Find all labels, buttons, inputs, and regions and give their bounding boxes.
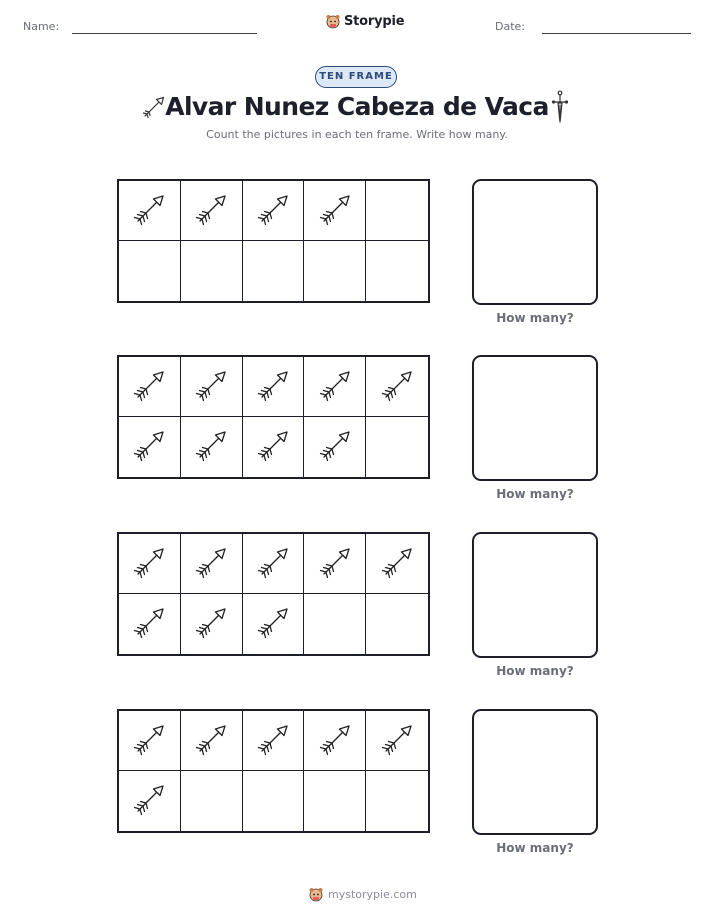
name-label: Name:: [23, 20, 60, 33]
ten-frame: [117, 532, 430, 656]
arrow-icon: [192, 426, 230, 468]
ten-frame-cell: [243, 534, 305, 594]
arrow-icon: [254, 426, 292, 468]
arrow-icon: [130, 603, 168, 645]
arrow-icon: [130, 543, 168, 585]
ten-frame-cell: [366, 711, 428, 771]
arrow-icon: [130, 190, 168, 232]
ten-frame-cell: [181, 357, 243, 417]
ten-frame: [117, 355, 430, 479]
footer-url: mystorypie.com: [328, 887, 417, 901]
arrow-icon: [316, 543, 354, 585]
arrow-icon: [130, 366, 168, 408]
ten-frame-cell: [304, 181, 366, 241]
arrow-icon: [254, 603, 292, 645]
arrow-icon: [192, 543, 230, 585]
ten-frame-cell: [243, 771, 305, 831]
arrow-icon: [130, 780, 168, 822]
arrow-icon: [130, 720, 168, 762]
ten-frame-cell: [119, 711, 181, 771]
footer: [308, 886, 417, 902]
ten-frame-cell: [304, 711, 366, 771]
ten-frame-cell: [243, 594, 305, 654]
arrow-icon: [316, 366, 354, 408]
arrow-icon: [192, 366, 230, 408]
ten-frame-cell: [243, 357, 305, 417]
how-many-label: How many?: [496, 841, 574, 855]
arrow-icon: [378, 543, 416, 585]
ten-frame-cell: [243, 711, 305, 771]
ten-frame-cell: [119, 534, 181, 594]
date-line[interactable]: [542, 33, 691, 34]
ten-frame-cell: [119, 241, 181, 301]
ten-frame: [117, 709, 430, 833]
arrow-icon: [254, 720, 292, 762]
arrow-icon: [254, 190, 292, 232]
ten-frame-badge: TEN FRAME: [315, 66, 397, 88]
dagger-icon: [551, 90, 569, 124]
ten-frame-cell: [181, 241, 243, 301]
brand-logo: [325, 13, 404, 29]
answer-box[interactable]: [472, 709, 598, 835]
arrow-icon: [254, 366, 292, 408]
ten-frame-cell: [366, 534, 428, 594]
ten-frame-cell: [304, 357, 366, 417]
arrow-icon: [130, 426, 168, 468]
date-label: Date:: [495, 20, 525, 33]
ten-frame-cell: [366, 241, 428, 301]
ten-frame-cell: [181, 534, 243, 594]
ten-frame-cell: [119, 771, 181, 831]
ten-frame-cell: [243, 241, 305, 301]
ten-frame-cell: [181, 181, 243, 241]
answer-box[interactable]: [472, 179, 598, 305]
page-title: Alvar Nunez Cabeza de Vaca: [165, 92, 549, 121]
ten-frame-cell: [119, 357, 181, 417]
ten-frame-cell: [304, 594, 366, 654]
ten-frame-cell: [366, 181, 428, 241]
arrow-icon: [316, 720, 354, 762]
storypie-mascot-icon: [325, 13, 341, 29]
ten-frame-cell: [304, 534, 366, 594]
ten-frame-cell: [366, 594, 428, 654]
arrow-icon: [316, 190, 354, 232]
ten-frame-cell: [304, 241, 366, 301]
ten-frame-cell: [304, 417, 366, 477]
arrow-icon: [378, 720, 416, 762]
ten-frame-cell: [181, 711, 243, 771]
arrow-icon: [378, 366, 416, 408]
ten-frame-cell: [181, 771, 243, 831]
ten-frame-cell: [243, 181, 305, 241]
arrow-icon: [316, 426, 354, 468]
ten-frame: [117, 179, 430, 303]
ten-frame-cell: [119, 417, 181, 477]
arrow-icon: [192, 603, 230, 645]
ten-frame-cell: [181, 417, 243, 477]
answer-box[interactable]: [472, 355, 598, 481]
ten-frame-cell: [119, 181, 181, 241]
answer-box[interactable]: [472, 532, 598, 658]
ten-frame-cell: [366, 417, 428, 477]
ten-frame-cell: [304, 771, 366, 831]
ten-frame-cell: [366, 357, 428, 417]
how-many-label: How many?: [496, 311, 574, 325]
arrow-icon: [192, 190, 230, 232]
arrow-icon: [254, 543, 292, 585]
brand-name: Storypie: [344, 13, 405, 29]
how-many-label: How many?: [496, 487, 574, 501]
name-line[interactable]: [72, 33, 257, 34]
ten-frame-cell: [366, 771, 428, 831]
storypie-mascot-icon: [308, 886, 324, 902]
ten-frame-cell: [181, 594, 243, 654]
ten-frame-cell: [119, 594, 181, 654]
ten-frame-cell: [243, 417, 305, 477]
arrow-icon: [192, 720, 230, 762]
instructions: Count the pictures in each ten frame. Write how many.: [206, 128, 508, 141]
how-many-label: How many?: [496, 664, 574, 678]
